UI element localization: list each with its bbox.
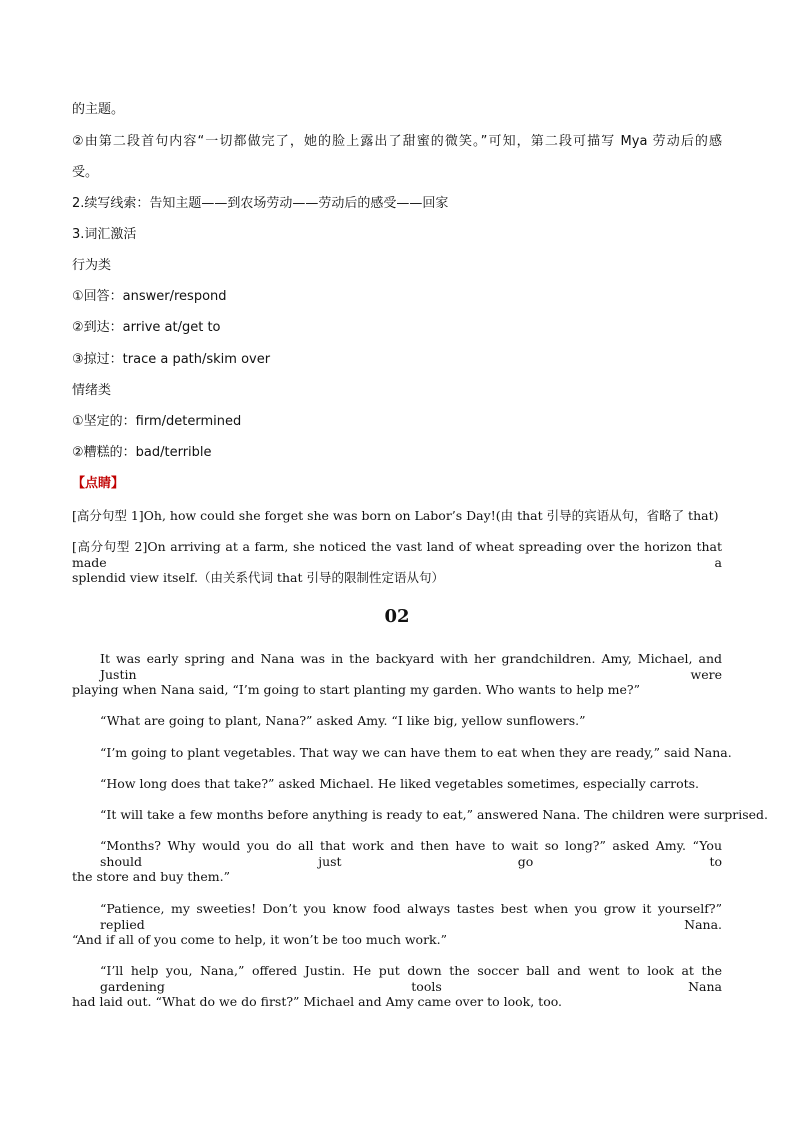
- text-line: [高分句型 1]Oh, how could she forget she was born on Labor’s Day!(由 that 引导的宾语从句，省略了 that): [72, 508, 719, 523]
- text-line: ②由第二段首句内容“一切都做完了，她的脸上露出了甜蜜的微笑。”可知，第二段可描写 Mya 劳动后的感: [72, 134, 722, 149]
- text-line: ①坚定的：firm/determined: [72, 414, 242, 429]
- story-line: “How long does that take?” asked Michael. He liked vegetables sometimes, especially carrots.: [100, 776, 700, 791]
- story-line: “And if all of you come to help, it won’t be too much work.”: [72, 932, 447, 947]
- text-line: ②到达：arrive at/get to: [72, 320, 221, 335]
- text-line: 3.词汇激活: [72, 227, 137, 242]
- text-line: 行为类: [72, 258, 112, 273]
- text-line: ②糟糕的：bad/terrible: [72, 445, 212, 460]
- text-line: 的主题。: [72, 102, 125, 117]
- story-line: “Patience, my sweeties! Don’t you know food always tastes best when you grow it yourself?” replied Nana.: [100, 901, 722, 932]
- section-title: 02: [384, 606, 410, 627]
- text-line: 受。: [72, 165, 99, 180]
- highlight-heading: 【点睛】: [72, 476, 125, 491]
- text-line: ③掠过：trace a path/skim over: [72, 352, 271, 367]
- story-line: had laid out. “What do we do first?” Michael and Amy came over to look, too.: [72, 994, 563, 1009]
- story-line: the store and buy them.”: [72, 869, 231, 884]
- text-line: 情绪类: [72, 383, 112, 398]
- story-line: “I’m going to plant vegetables. That way we can have them to eat when they are ready,” said Nana.: [100, 745, 732, 760]
- text-line: ①回答：answer/respond: [72, 289, 227, 304]
- text-line: 2.续写线索：告知主题——到农场劳动——劳动后的感受——回家: [72, 196, 449, 211]
- text-line: [高分句型 2]On arriving at a farm, she noticed the vast land of wheat spreading over the horizon that made a: [72, 539, 722, 570]
- text-line: splendid view itself.（由关系代词 that 引导的限制性定语从句）: [72, 570, 444, 585]
- story-line: “Months? Why would you do all that work and then have to wait so long?” asked Amy. “You should just go to: [100, 838, 722, 869]
- story-line: “I’ll help you, Nana,” offered Justin. He put down the soccer ball and went to look at the gardening tools Nana: [100, 963, 722, 994]
- story-line: playing when Nana said, “I’m going to start planting my garden. Who wants to help me?”: [72, 682, 641, 697]
- story-line: “What are going to plant, Nana?” asked Amy. “I like big, yellow sunflowers.”: [100, 713, 586, 728]
- story-line: “It will take a few months before anything is ready to eat,” answered Nana. The children were surprised.: [100, 807, 769, 822]
- story-line: It was early spring and Nana was in the backyard with her grandchildren. Amy, Michael, and Justin were: [100, 651, 722, 682]
